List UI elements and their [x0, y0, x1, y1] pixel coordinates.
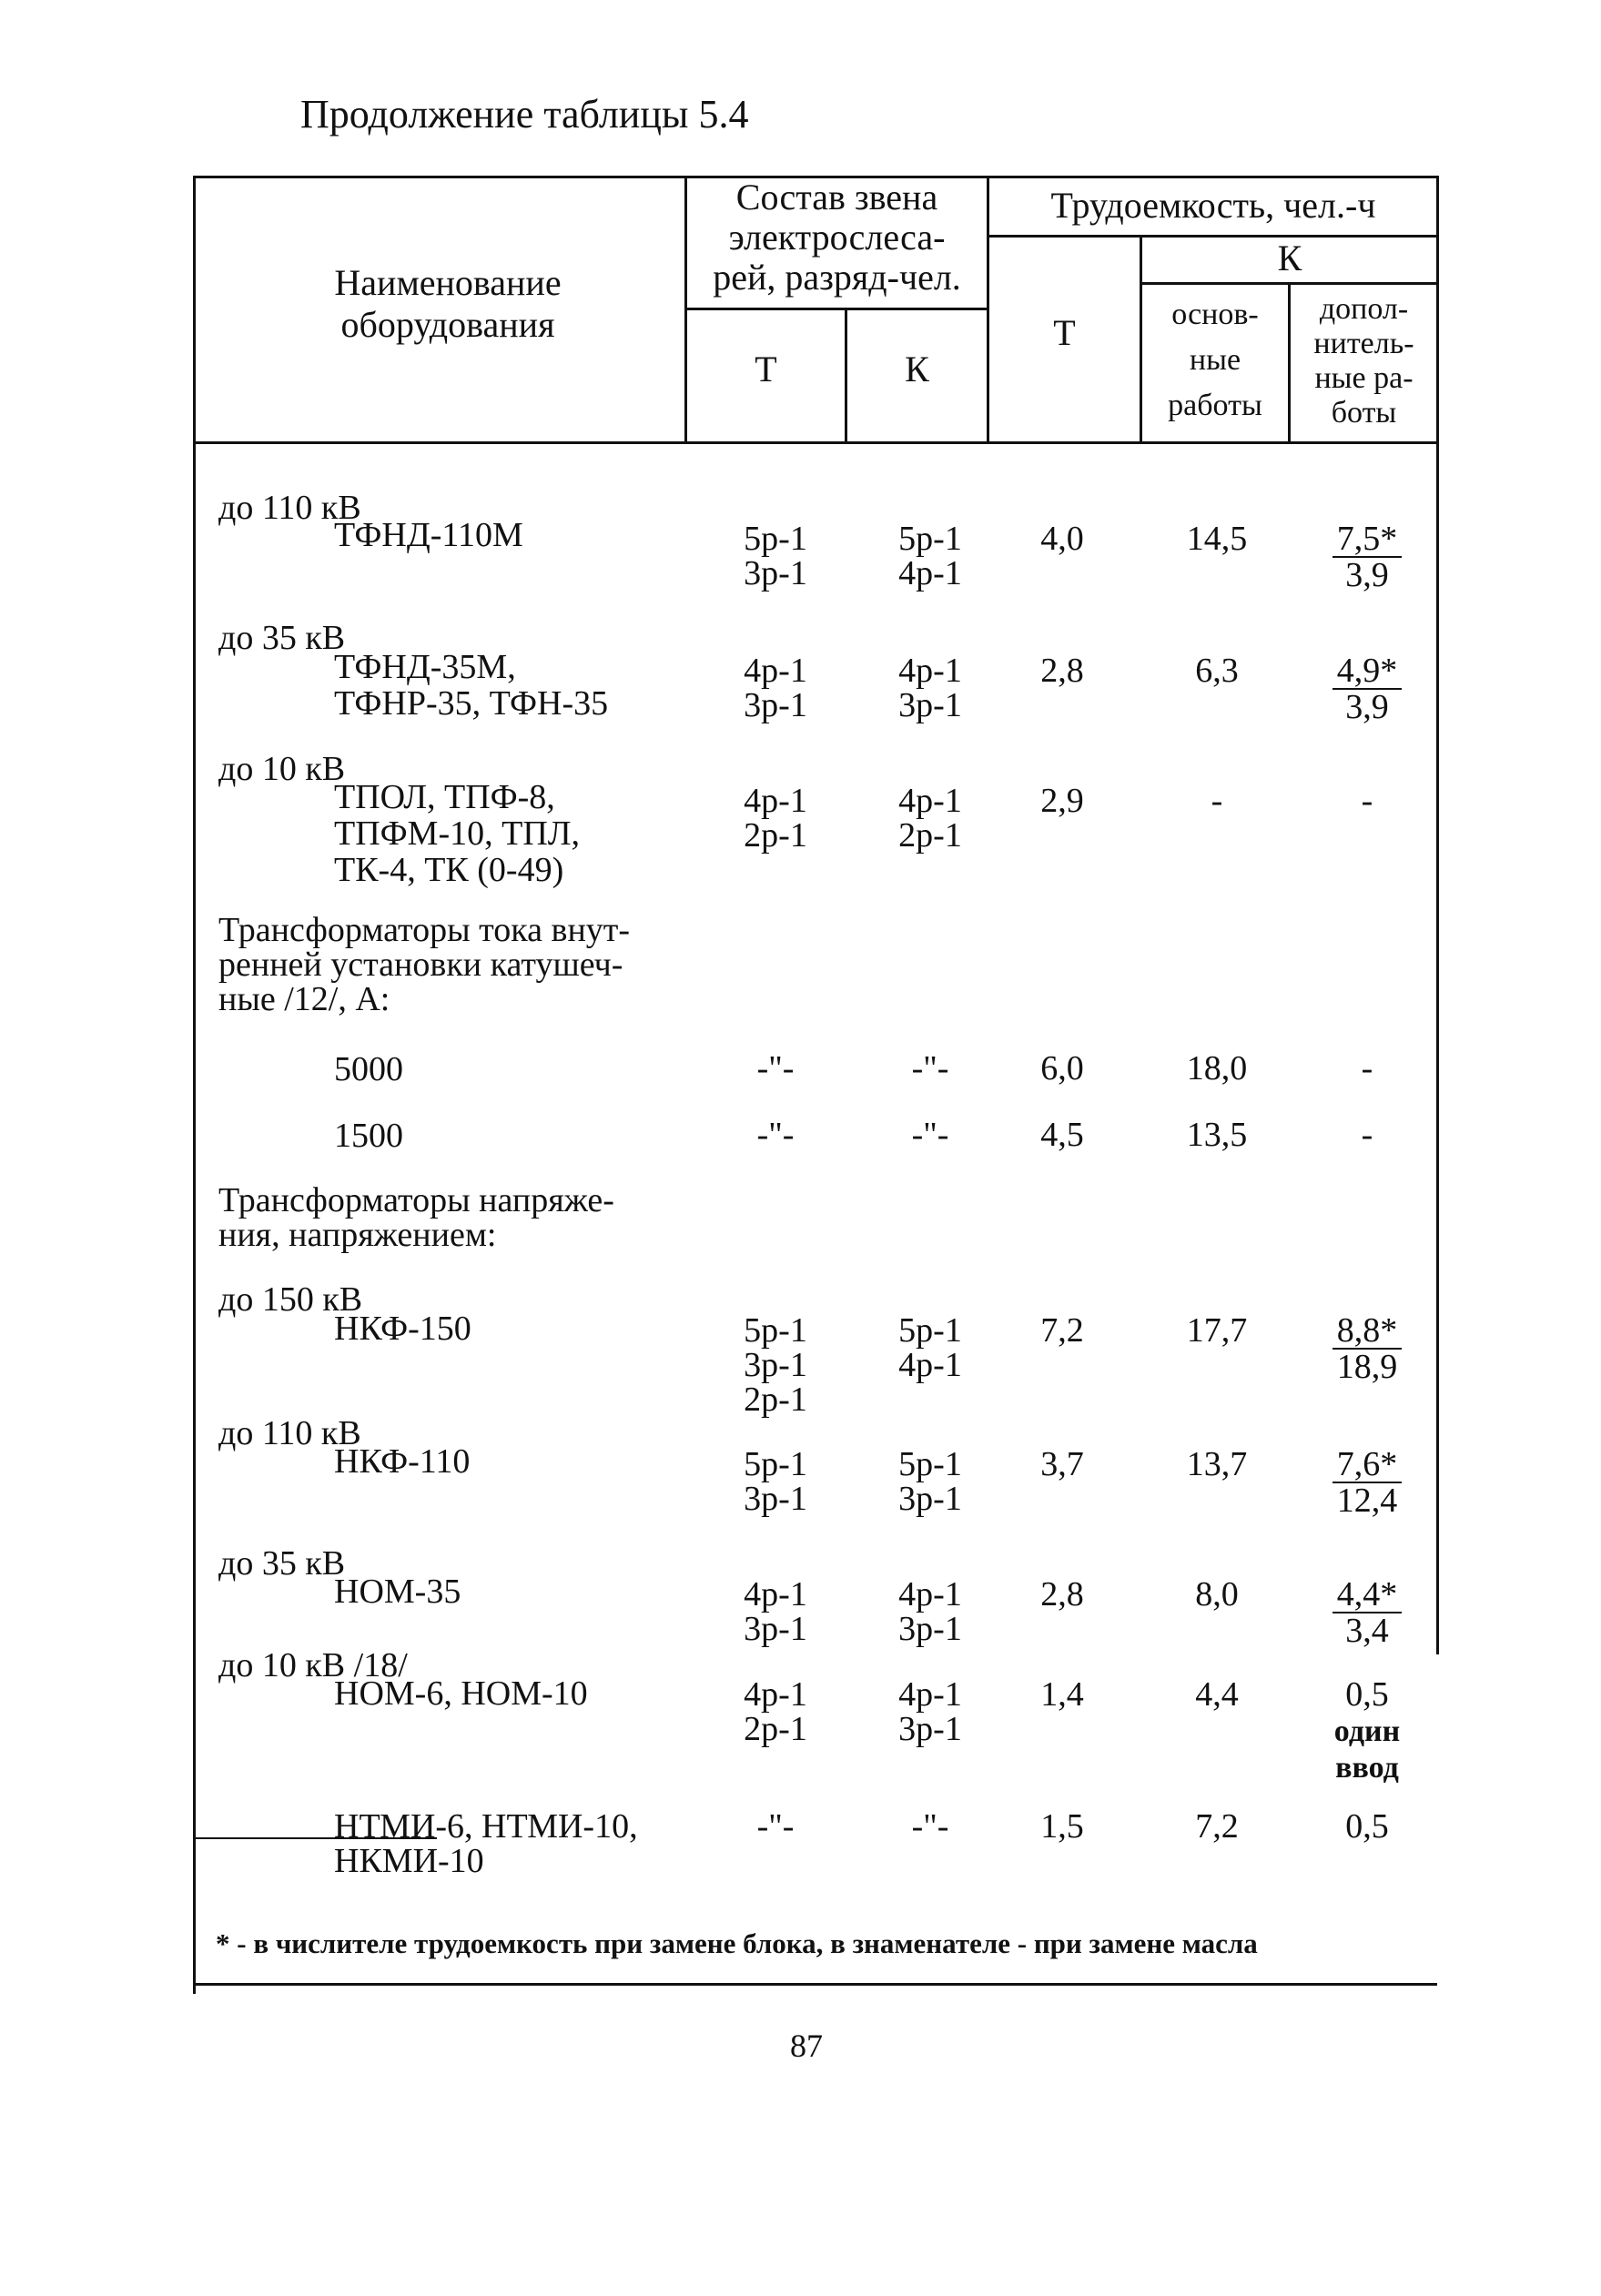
- crew-k: 5р-1 4р-1: [898, 1311, 962, 1384]
- crew-t: -"-: [756, 1807, 795, 1846]
- crew-k: -"-: [911, 1049, 949, 1087]
- labor-k-main: 17,7: [1186, 1311, 1248, 1350]
- equipment-name: ТФНД-35М, ТФНР-35, ТФН-35: [334, 648, 609, 723]
- page-number: 87: [790, 2028, 823, 2064]
- labor-k-extra: 0,5: [1345, 1675, 1389, 1714]
- crew-t: -"-: [756, 1049, 795, 1087]
- crew-t: 4р-1 2р-1: [744, 782, 807, 855]
- header-equipment-name: Наименование оборудования: [334, 262, 562, 345]
- crew-k: -"-: [911, 1116, 949, 1154]
- crew-k: -"-: [911, 1807, 949, 1846]
- labor-k-extra: 0,5: [1345, 1807, 1389, 1846]
- crew-t: 4р-1 2р-1: [744, 1675, 807, 1748]
- labor-t: 3,7: [1040, 1445, 1084, 1483]
- crew-k: 4р-1 3р-1: [898, 652, 962, 724]
- labor-t: 4,0: [1040, 520, 1084, 558]
- crew-k: 4р-1 3р-1: [898, 1575, 962, 1648]
- crew-t: 4р-1 3р-1: [744, 1575, 807, 1648]
- equipment-name: 1500: [334, 1117, 403, 1155]
- equipment-name: НКФ-110: [334, 1442, 471, 1481]
- labor-t: 2,8: [1040, 1575, 1084, 1613]
- group-label: до 110 кВ: [218, 1414, 361, 1452]
- fraction-numerator: 7,5*: [1332, 521, 1402, 558]
- equipment-name: НОМ-35: [334, 1573, 461, 1611]
- fraction-numerator: 8,8*: [1332, 1313, 1402, 1350]
- table-frame: [193, 176, 1437, 1994]
- fraction-numerator: 4,9*: [1332, 653, 1402, 690]
- section-heading: Трансформаторы напряже- ния, напряжением:: [218, 1181, 614, 1254]
- header-k-group: К: [1277, 238, 1302, 278]
- fraction-denominator: 3,9: [1345, 688, 1389, 726]
- crew-t: 4р-1 3р-1: [744, 652, 807, 724]
- labor-k-extra-fraction: [1312, 1447, 1422, 1518]
- crew-t: 5р-1 3р-1: [744, 1445, 807, 1518]
- labor-t: 4,5: [1040, 1116, 1084, 1154]
- header-crew-k: К: [905, 349, 929, 389]
- labor-k-main: 13,7: [1186, 1445, 1248, 1483]
- crew-k: 5р-1 4р-1: [898, 520, 962, 592]
- fraction-denominator: 18,9: [1336, 1348, 1398, 1386]
- header-k-main: основ- ные работы: [1168, 298, 1262, 422]
- labor-k-extra: -: [1361, 1049, 1373, 1087]
- table-bottom-border: [193, 1983, 1437, 1986]
- fraction-numerator: 7,6*: [1332, 1447, 1402, 1483]
- footnote: * - в числителе трудоемкость при замене блока, в знаменателе - при замене масла: [216, 1927, 1258, 1959]
- fraction-denominator: 12,4: [1336, 1482, 1398, 1520]
- crew-t: 5р-1 3р-1 2р-1: [744, 1311, 807, 1419]
- labor-k-main: 13,5: [1186, 1116, 1248, 1154]
- labor-k-main: 14,5: [1186, 520, 1248, 558]
- header-labor-t: Т: [1053, 312, 1076, 353]
- header-labor: Трудоемкость, чел.-ч: [1050, 185, 1376, 226]
- labor-k-extra-fraction: [1312, 653, 1422, 724]
- header-k-under: [1140, 282, 1437, 285]
- group-label: до 10 кВ: [218, 750, 346, 788]
- header-crew-t: Т: [755, 349, 777, 389]
- equipment-name: ТПОЛ, ТПФ-8, ТПФМ-10, ТПЛ, ТК-4, ТК (0-49): [334, 778, 581, 889]
- equipment-name: ТФНД-110М: [334, 516, 523, 554]
- labor-t: 1,5: [1040, 1807, 1084, 1846]
- labor-t: 6,0: [1040, 1049, 1084, 1087]
- table-caption: Продолжение таблицы 5.4: [300, 92, 749, 137]
- header-crew: Состав звена электрослеса- рей, разряд-чел.: [713, 177, 961, 298]
- labor-t: 2,8: [1040, 652, 1084, 690]
- fraction-numerator: 4,4*: [1332, 1577, 1402, 1613]
- header-k-extra: допол- нитель- ные ра- боты: [1313, 292, 1414, 430]
- header-bottom-border: [193, 441, 1437, 444]
- labor-t: 7,2: [1040, 1311, 1084, 1350]
- labor-k-main: 4,4: [1195, 1675, 1239, 1714]
- crew-k: 5р-1 3р-1: [898, 1445, 962, 1518]
- labor-k-extra-fraction: [1312, 1313, 1422, 1384]
- labor-k-extra: -: [1361, 1116, 1373, 1154]
- labor-k-main: 6,3: [1195, 652, 1239, 690]
- group-label: до 35 кВ: [218, 1544, 346, 1583]
- equipment-name: НКФ-150: [334, 1310, 471, 1348]
- group-label: до 150 кВ: [218, 1280, 363, 1319]
- equipment-name: НТМИ-6, НТМИ-10, НКМИ-10: [334, 1807, 638, 1880]
- crew-k: 4р-1 3р-1: [898, 1675, 962, 1748]
- section-heading: Трансформаторы тока внут- ренней установки катушеч- ные /12/, А:: [218, 911, 631, 1018]
- header-crew-under: [684, 308, 987, 310]
- labor-k-main: -: [1211, 782, 1223, 820]
- labor-k-extra: -: [1361, 782, 1373, 820]
- labor-k-main: 8,0: [1195, 1575, 1239, 1613]
- labor-k-main: 7,2: [1195, 1807, 1239, 1846]
- labor-k-extra-note: один ввод: [1333, 1714, 1401, 1785]
- labor-k-extra-fraction: [1312, 521, 1422, 592]
- crew-t: -"-: [756, 1116, 795, 1154]
- group-label: до 110 кВ: [218, 489, 361, 527]
- fraction-denominator: 3,9: [1345, 556, 1389, 594]
- equipment-name: 5000: [334, 1050, 403, 1088]
- crew-k: 4р-1 2р-1: [898, 782, 962, 855]
- labor-k-main: 18,0: [1186, 1049, 1248, 1087]
- crew-t: 5р-1 3р-1: [744, 520, 807, 592]
- labor-t: 2,9: [1040, 782, 1084, 820]
- table-left-border: [193, 176, 196, 1994]
- fraction-denominator: 3,4: [1345, 1612, 1389, 1650]
- labor-t: 1,4: [1040, 1675, 1084, 1714]
- equipment-name: НОМ-6, НОМ-10: [334, 1674, 588, 1713]
- group-label: до 10 кВ /18/: [218, 1646, 408, 1684]
- labor-k-extra-fraction: [1312, 1577, 1422, 1648]
- group-label: до 35 кВ: [218, 619, 346, 657]
